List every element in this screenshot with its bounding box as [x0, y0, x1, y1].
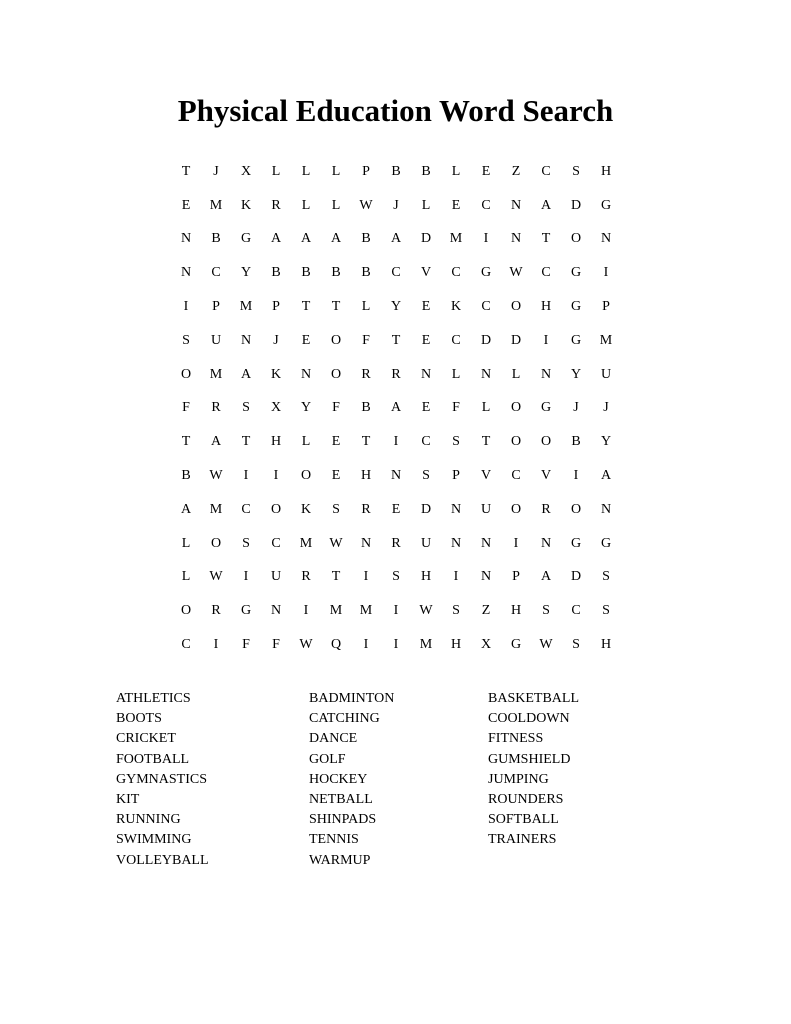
grid-letter: D: [570, 569, 582, 585]
grid-letter: D: [420, 231, 432, 247]
grid-row: [171, 189, 621, 223]
grid-letter: B: [301, 265, 311, 281]
grid-letter: F: [362, 332, 370, 348]
grid-letter: G: [480, 265, 492, 281]
grid-letter: Q: [330, 637, 342, 653]
grid-letter: I: [243, 468, 249, 484]
grid-letter: A: [390, 400, 402, 416]
grid-letter: S: [602, 603, 610, 619]
grid-letter: S: [542, 603, 550, 619]
grid-row: [171, 493, 621, 527]
grid-letter: P: [512, 569, 520, 585]
grid-letter: L: [181, 569, 191, 585]
grid-letter: L: [451, 366, 461, 382]
grid-letter: N: [180, 265, 192, 281]
grid-letter: W: [209, 569, 223, 585]
word-list-item: BASKETBALL: [488, 691, 579, 706]
grid-letter: P: [362, 163, 370, 179]
grid-letter: I: [513, 535, 519, 551]
grid-letter: C: [541, 265, 551, 281]
grid-letter: G: [240, 231, 252, 247]
grid-letter: E: [391, 501, 401, 517]
grid-row: [171, 527, 621, 561]
grid-letter: V: [480, 468, 492, 484]
grid-letter: A: [600, 468, 612, 484]
grid-letter: B: [361, 231, 371, 247]
grid-letter: Y: [570, 366, 582, 382]
grid-letter: F: [452, 400, 460, 416]
grid-letter: A: [240, 366, 252, 382]
grid-letter: N: [600, 231, 612, 247]
grid-letter: B: [211, 231, 221, 247]
grid-letter: L: [331, 163, 341, 179]
word-list-item: COOLDOWN: [488, 711, 570, 727]
grid-letter: B: [331, 265, 341, 281]
grid-letter: I: [213, 637, 219, 653]
grid-letter: I: [363, 637, 369, 653]
grid-letter: P: [272, 299, 280, 315]
grid-letter: S: [392, 569, 400, 585]
grid-letter: M: [299, 535, 313, 551]
grid-row: [171, 628, 621, 662]
word-list-item: HOCKEY: [309, 771, 368, 787]
grid-letter: N: [360, 535, 372, 551]
grid-letter: L: [481, 400, 491, 416]
grid-letter: E: [451, 197, 461, 213]
grid-letter: U: [600, 366, 612, 382]
grid-letter: T: [181, 434, 191, 450]
grid-letter: Y: [240, 265, 252, 281]
grid-letter: W: [509, 265, 523, 281]
grid-letter: N: [510, 197, 522, 213]
grid-letter: W: [209, 468, 223, 484]
page-title: Physical Education Word Search: [177, 93, 614, 128]
grid-letter: E: [331, 468, 341, 484]
grid-letter: U: [420, 535, 432, 551]
grid-letter: T: [541, 231, 551, 247]
grid-letter: L: [301, 163, 311, 179]
grid-letter: M: [449, 231, 463, 247]
grid-letter: A: [390, 231, 402, 247]
grid-letter: C: [481, 197, 491, 213]
word-list-item: FITNESS: [488, 731, 544, 747]
grid-letter: C: [451, 332, 461, 348]
grid-row: [171, 425, 621, 459]
grid-letter: G: [570, 535, 582, 551]
grid-letter: H: [360, 468, 372, 484]
grid-letter: R: [211, 603, 221, 619]
grid-row: [171, 392, 621, 426]
grid-letter: B: [361, 265, 371, 281]
grid-letter: L: [451, 163, 461, 179]
grid-letter: A: [210, 434, 222, 450]
grid-letter: L: [181, 535, 191, 551]
grid-letter: B: [271, 265, 281, 281]
word-list-item: SHINPADS: [309, 812, 377, 828]
word-list-item: GYMNASTICS: [116, 771, 208, 787]
grid-letter: U: [210, 332, 222, 348]
grid-letter: J: [603, 400, 609, 416]
grid-letter: O: [510, 400, 522, 416]
grid-letter: N: [540, 535, 552, 551]
word-list-item: TRAINERS: [488, 832, 557, 848]
grid-letter: O: [570, 231, 582, 247]
grid-letter: A: [270, 231, 282, 247]
grid-letter: N: [480, 535, 492, 551]
grid-letter: Y: [390, 299, 402, 315]
grid-letter: K: [270, 366, 282, 382]
grid-row: [171, 155, 621, 189]
grid-letter: J: [213, 163, 219, 179]
grid-letter: C: [481, 299, 491, 315]
grid-letter: I: [363, 569, 369, 585]
grid-letter: N: [420, 366, 432, 382]
grid-letter: O: [270, 501, 282, 517]
grid-letter: M: [239, 299, 253, 315]
grid-letter: C: [571, 603, 581, 619]
grid-letter: O: [180, 366, 192, 382]
word-list-item: KIT: [116, 792, 140, 808]
grid-letter: F: [242, 637, 250, 653]
grid-letter: O: [510, 299, 522, 315]
grid-letter: L: [331, 197, 341, 213]
grid-letter: A: [300, 231, 312, 247]
grid-letter: C: [421, 434, 431, 450]
grid-letter: T: [331, 299, 341, 315]
word-column-2: [309, 689, 394, 871]
word-list-item: BADMINTON: [309, 691, 395, 706]
grid-letter: X: [480, 637, 492, 653]
grid-letter: S: [332, 501, 340, 517]
word-list-item: NETBALL: [309, 792, 373, 808]
grid-letter: B: [391, 163, 401, 179]
grid-letter: C: [511, 468, 521, 484]
grid-letter: S: [572, 637, 580, 653]
grid-letter: K: [240, 197, 252, 213]
word-list-item: TENNIS: [309, 832, 359, 848]
grid-letter: T: [391, 332, 401, 348]
grid-letter: M: [599, 332, 613, 348]
grid-letter: B: [181, 468, 191, 484]
grid-letter: T: [301, 299, 311, 315]
word-list-item: CATCHING: [309, 711, 380, 727]
grid-letter: Z: [511, 163, 521, 179]
grid-letter: I: [273, 468, 279, 484]
grid-row: [171, 256, 621, 290]
grid-letter: R: [361, 501, 371, 517]
grid-letter: I: [453, 569, 459, 585]
grid-letter: I: [183, 299, 189, 315]
grid-row: [171, 594, 621, 628]
grid-letter: M: [209, 366, 223, 382]
grid-letter: J: [573, 400, 579, 416]
grid-letter: N: [300, 366, 312, 382]
grid-letter: W: [419, 603, 433, 619]
grid-letter: C: [211, 265, 221, 281]
grid-letter: L: [301, 434, 311, 450]
grid-letter: O: [180, 603, 192, 619]
grid-letter: D: [480, 332, 492, 348]
grid-letter: L: [301, 197, 311, 213]
grid-letter: C: [241, 501, 251, 517]
grid-letter: A: [540, 197, 552, 213]
grid-letter: E: [421, 299, 431, 315]
grid-letter: S: [602, 569, 610, 585]
grid-letter: P: [212, 299, 220, 315]
grid-letter: L: [421, 197, 431, 213]
grid-letter: N: [240, 332, 252, 348]
grid-letter: G: [540, 400, 552, 416]
grid-row: [171, 358, 621, 392]
grid-letter: S: [182, 332, 190, 348]
grid-letter: S: [422, 468, 430, 484]
grid-letter: I: [393, 637, 399, 653]
grid-letter: C: [181, 637, 191, 653]
grid-letter: O: [540, 434, 552, 450]
grid-letter: H: [270, 434, 282, 450]
grid-letter: I: [603, 265, 609, 281]
grid-letter: F: [272, 637, 280, 653]
grid-letter: N: [180, 231, 192, 247]
grid-letter: Y: [300, 400, 312, 416]
grid-letter: B: [571, 434, 581, 450]
grid-letter: H: [510, 603, 522, 619]
grid-letter: N: [450, 535, 462, 551]
grid-letter: R: [271, 197, 281, 213]
grid-letter: U: [270, 569, 282, 585]
grid-letter: M: [209, 501, 223, 517]
grid-letter: S: [242, 535, 250, 551]
word-list-item: FOOTBALL: [116, 751, 190, 767]
grid-letter: V: [420, 265, 432, 281]
grid-letter: M: [209, 197, 223, 213]
grid-letter: M: [419, 637, 433, 653]
grid-letter: H: [420, 569, 432, 585]
grid-letter: L: [271, 163, 281, 179]
grid-letter: M: [329, 603, 343, 619]
grid-letter: X: [270, 400, 282, 416]
grid-letter: O: [330, 366, 342, 382]
grid-letter: P: [602, 299, 610, 315]
grid-letter: E: [421, 332, 431, 348]
word-list-item: SOFTBALL: [488, 812, 559, 828]
word-list-item: DANCE: [309, 731, 358, 747]
grid-letter: A: [330, 231, 342, 247]
word-list-item: RUNNING: [116, 812, 181, 828]
grid-letter: R: [541, 501, 551, 517]
grid-row: [171, 290, 621, 324]
grid-letter: G: [240, 603, 252, 619]
grid-letter: B: [421, 163, 431, 179]
grid-letter: E: [301, 332, 311, 348]
grid-letter: N: [390, 468, 402, 484]
grid-letter: D: [510, 332, 522, 348]
word-list-item: JUMPING: [488, 771, 549, 787]
grid-letter: N: [480, 366, 492, 382]
word-list-item: ROUNDERS: [488, 792, 564, 808]
grid-letter: W: [359, 197, 373, 213]
grid-letter: E: [421, 400, 431, 416]
grid-letter: D: [420, 501, 432, 517]
grid-letter: C: [541, 163, 551, 179]
grid-letter: R: [211, 400, 221, 416]
word-list-item: GUMSHIELD: [488, 751, 571, 767]
grid-letter: V: [540, 468, 552, 484]
grid-letter: D: [570, 197, 582, 213]
grid-letter: H: [600, 163, 612, 179]
grid-letter: N: [450, 501, 462, 517]
grid-letter: T: [331, 569, 341, 585]
grid-letter: N: [600, 501, 612, 517]
letter-grid: [171, 155, 621, 662]
grid-letter: K: [300, 501, 312, 517]
grid-letter: T: [481, 434, 491, 450]
word-column-1: [116, 689, 209, 871]
grid-letter: Y: [600, 434, 612, 450]
grid-letter: I: [393, 603, 399, 619]
grid-letter: R: [391, 366, 401, 382]
grid-letter: C: [271, 535, 281, 551]
grid-letter: J: [393, 197, 399, 213]
grid-letter: W: [539, 637, 553, 653]
grid-letter: G: [570, 265, 582, 281]
word-list-item: SWIMMING: [116, 832, 192, 848]
grid-letter: M: [359, 603, 373, 619]
grid-letter: B: [361, 400, 371, 416]
grid-letter: O: [510, 434, 522, 450]
grid-letter: A: [540, 569, 552, 585]
grid-row: [171, 561, 621, 595]
grid-letter: O: [570, 501, 582, 517]
grid-letter: N: [480, 569, 492, 585]
grid-letter: R: [301, 569, 311, 585]
grid-letter: C: [451, 265, 461, 281]
grid-letter: I: [543, 332, 549, 348]
grid-letter: S: [572, 163, 580, 179]
grid-letter: N: [270, 603, 282, 619]
word-list-item: VOLLEYBALL: [116, 852, 209, 868]
grid-letter: I: [303, 603, 309, 619]
grid-letter: I: [243, 569, 249, 585]
grid-row: [171, 324, 621, 358]
grid-letter: Z: [481, 603, 491, 619]
grid-letter: T: [241, 434, 251, 450]
grid-letter: O: [210, 535, 222, 551]
grid-letter: W: [329, 535, 343, 551]
grid-letter: O: [300, 468, 312, 484]
grid-letter: G: [600, 197, 612, 213]
grid-letter: O: [330, 332, 342, 348]
grid-letter: E: [481, 163, 491, 179]
grid-letter: I: [483, 231, 489, 247]
grid-letter: G: [510, 637, 522, 653]
word-list-item: CRICKET: [116, 731, 176, 747]
grid-letter: W: [299, 637, 313, 653]
grid-letter: L: [361, 299, 371, 315]
grid-letter: N: [540, 366, 552, 382]
grid-letter: H: [450, 637, 462, 653]
word-list-item: ATHLETICS: [116, 691, 191, 706]
grid-letter: E: [331, 434, 341, 450]
grid-letter: S: [452, 434, 460, 450]
grid-letter: O: [510, 501, 522, 517]
word-list-item: BOOTS: [116, 711, 162, 727]
word-column-3: [488, 689, 579, 851]
grid-letter: I: [573, 468, 579, 484]
grid-letter: E: [181, 197, 191, 213]
grid-letter: H: [600, 637, 612, 653]
grid-letter: G: [600, 535, 612, 551]
grid-letter: F: [182, 400, 190, 416]
grid-letter: C: [391, 265, 401, 281]
grid-letter: A: [180, 501, 192, 517]
grid-letter: K: [450, 299, 462, 315]
grid-letter: J: [273, 332, 279, 348]
grid-letter: S: [242, 400, 250, 416]
grid-letter: S: [452, 603, 460, 619]
grid-letter: X: [240, 163, 252, 179]
grid-letter: F: [332, 400, 340, 416]
word-list-item: GOLF: [309, 751, 346, 767]
grid-letter: L: [511, 366, 521, 382]
grid-letter: P: [452, 468, 460, 484]
grid-letter: N: [510, 231, 522, 247]
grid-letter: G: [570, 332, 582, 348]
grid-row: [171, 223, 621, 257]
word-list-item: WARMUP: [309, 852, 371, 868]
grid-letter: R: [391, 535, 401, 551]
grid-letter: T: [181, 163, 191, 179]
grid-letter: R: [361, 366, 371, 382]
grid-letter: U: [480, 501, 492, 517]
grid-letter: I: [393, 434, 399, 450]
grid-letter: G: [570, 299, 582, 315]
word-list: [0, 689, 791, 879]
grid-row: [171, 459, 621, 493]
grid-letter: H: [540, 299, 552, 315]
grid-letter: T: [361, 434, 371, 450]
